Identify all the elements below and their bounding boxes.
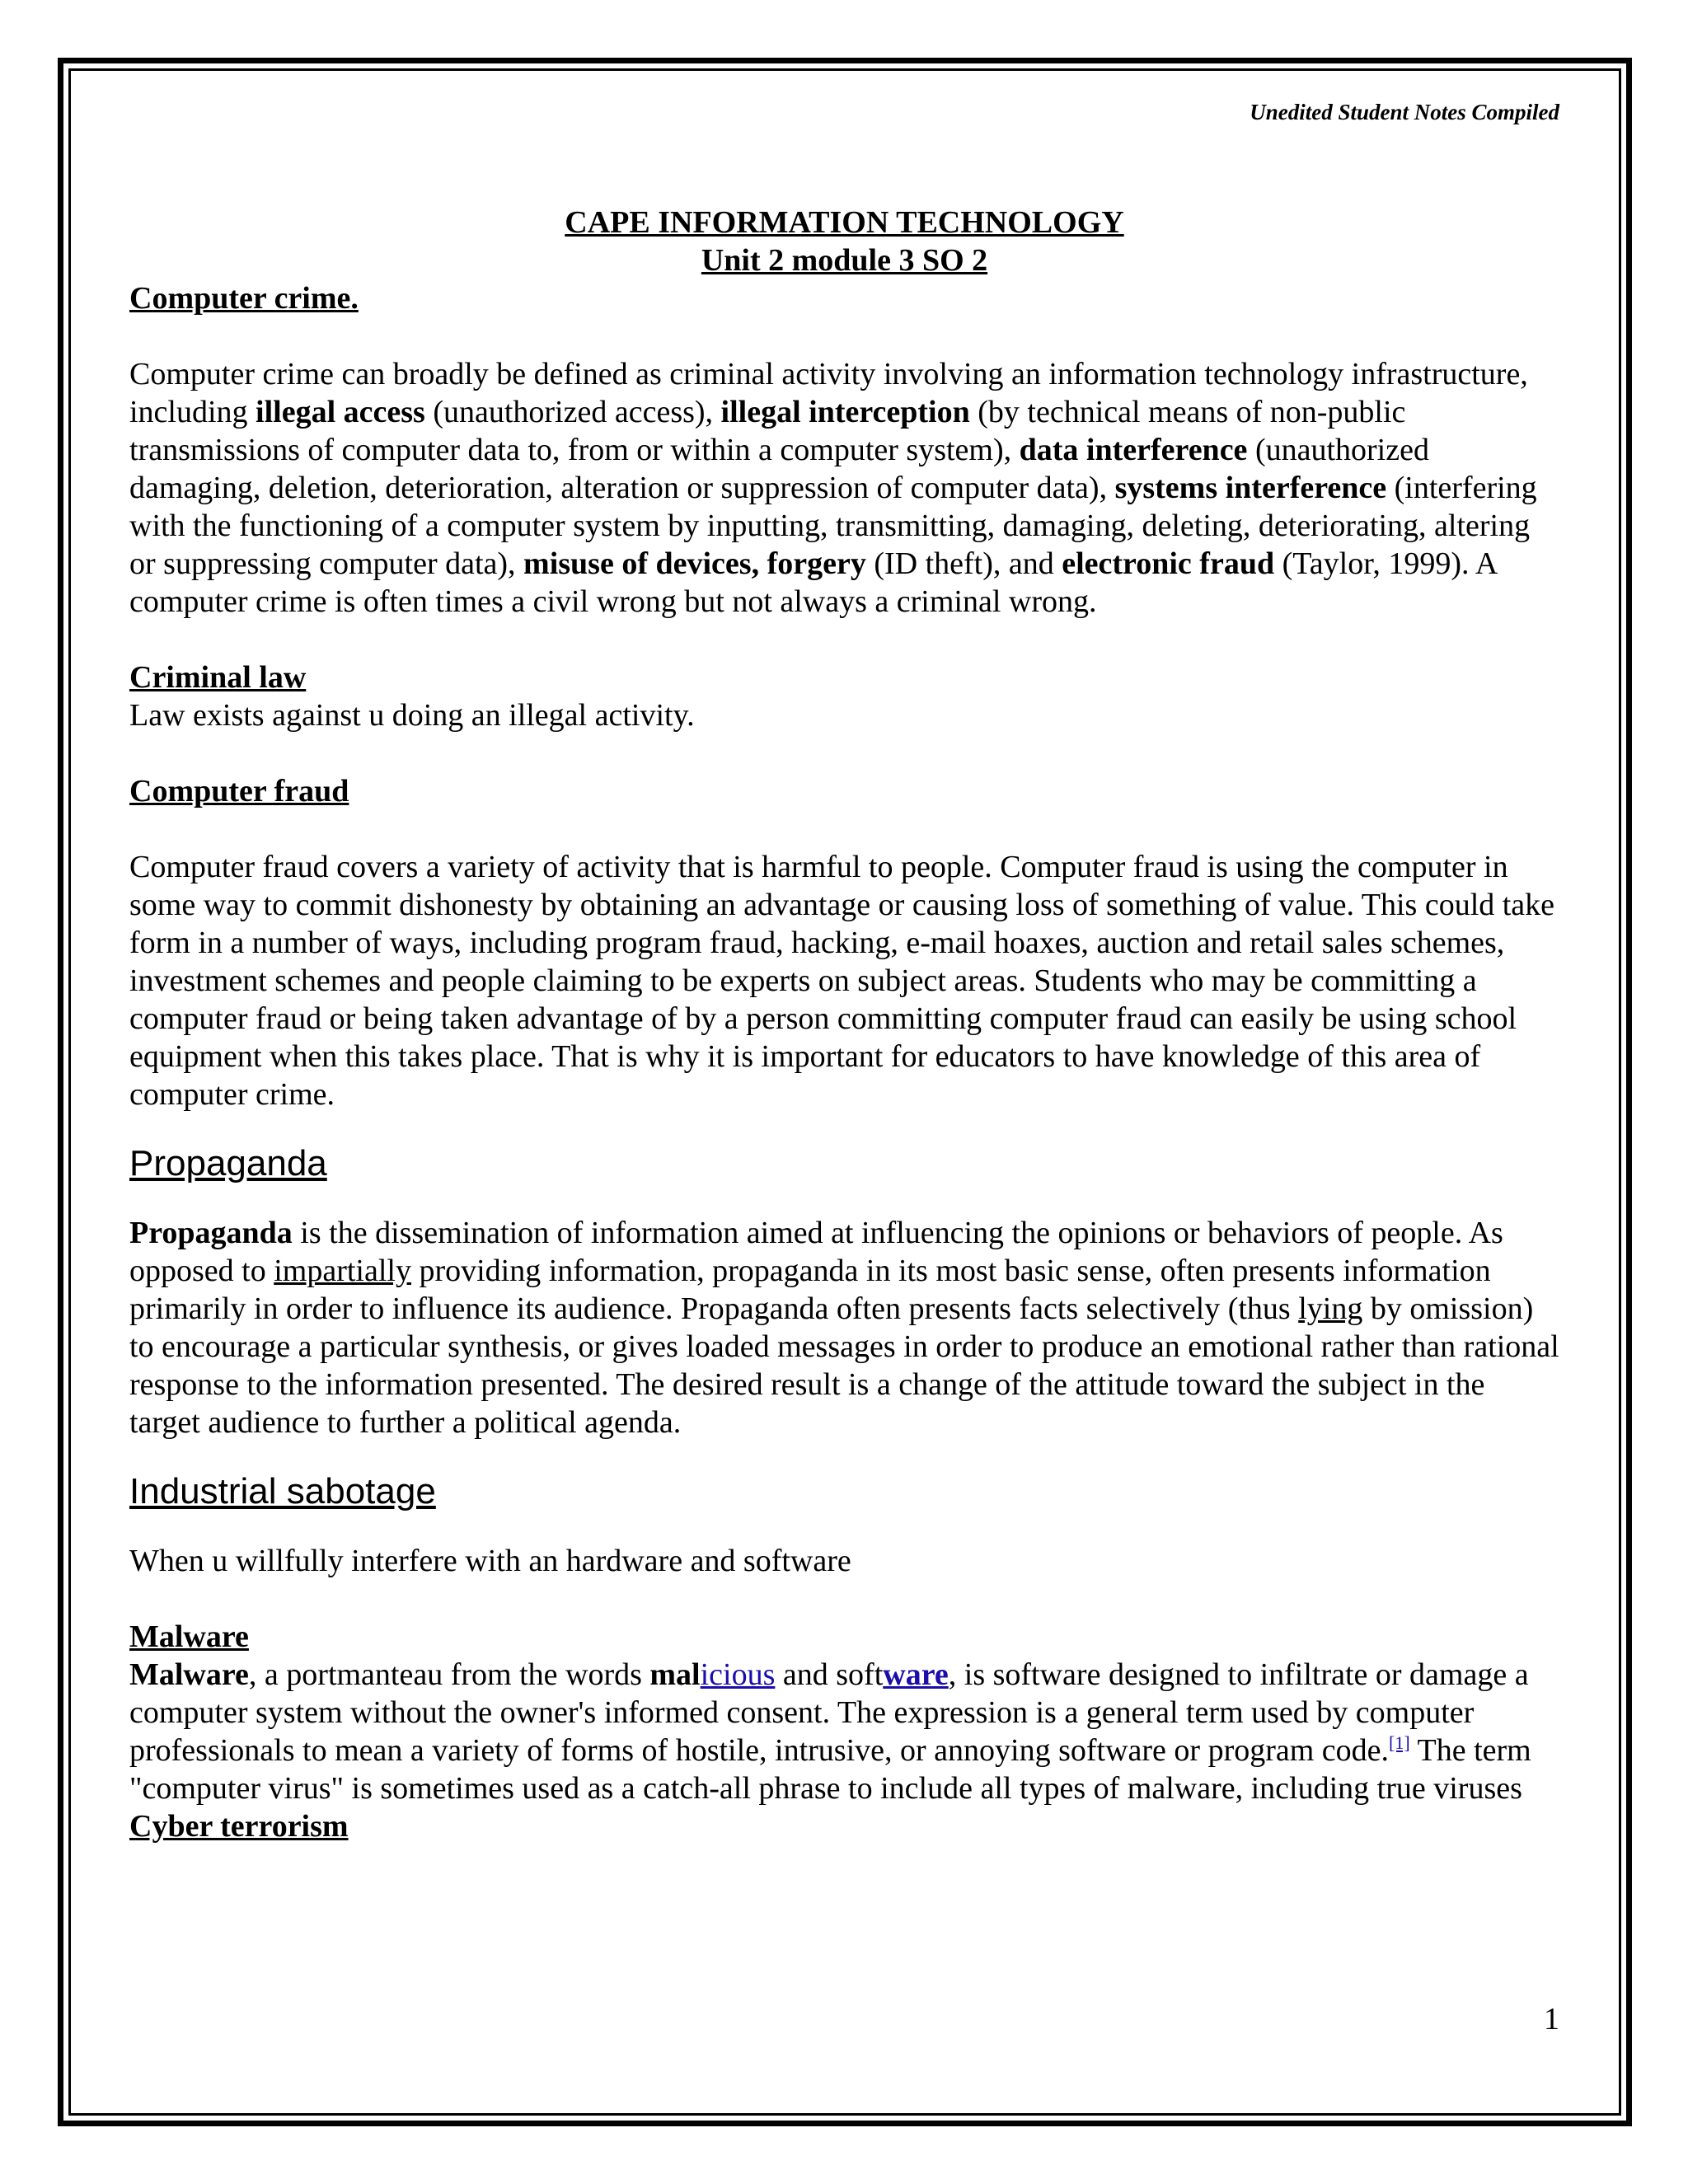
- term-electronic-fraud: electronic fraud: [1062, 546, 1275, 581]
- paragraph-computer-crime: Computer crime can broadly be defined as criminal activity involving an information technology infrastructure, including illegal access (unauthorized access), illegal interception (by technical means of non-public transmissions of computer data to, from or within a computer system), data interference (unauthorized damaging, deletion, deterioration, alteration or suppression of computer data), systems interference (interfering with the functioning of a computer system by inputting, transmitting, damaging, deleting, deteriorating, altering or suppressing computer data), misuse of devices, forgery (ID theft), and electronic fraud (Taylor, 1999). A computer crime is often times a civil wrong but not always a criminal wrong.: [129, 357, 1537, 619]
- section-heading-cyber-terrorism: Cyber terrorism: [129, 1809, 349, 1844]
- paragraph-industrial-sabotage: When u willfully interfere with an hardware and software: [129, 1544, 851, 1578]
- section-heading-malware: Malware: [129, 1619, 249, 1654]
- term-misuse-of-devices: misuse of devices, forgery: [523, 546, 866, 581]
- paragraph-malware: Malware, a portmanteau from the words malicious and software, is software designed to infiltrate or damage a computer system without the owner's informed consent. The expression is a general term used by computer professionals to mean a variety of forms of hostile, intrusive, or annoying software or program code.[1] The term "computer virus" is sometimes used as a catch-all phrase to include all types of malware, including true viruses: [129, 1657, 1531, 1806]
- section-heading-computer-crime: Computer crime.: [129, 281, 359, 316]
- paragraph-criminal-law: Law exists against u doing an illegal activity.: [129, 698, 695, 733]
- document-title: [129, 204, 1559, 279]
- section-heading-propaganda: Propaganda: [129, 1143, 327, 1183]
- link-malicious[interactable]: icious: [700, 1657, 776, 1692]
- section-heading-criminal-law: Criminal law: [129, 660, 307, 695]
- document-body: [129, 279, 1559, 1845]
- reference-link[interactable]: [1]: [1389, 1732, 1410, 1753]
- paragraph-propaganda: Propaganda is the dissemination of information aimed at influencing the opinions or behaviors of people. As opposed to impartially providing information, propaganda in its most basic sense, often presents information primarily in order to influence its audience. Propaganda often presents facts selectively (thus lying by omission) to encourage a particular synthesis, or gives loaded messages in order to produce an emotional rather than rational response to the information presented. The desired result is a change of the attitude toward the subject in the target audience to further a political agenda.: [129, 1216, 1559, 1440]
- term-illegal-access: illegal access: [256, 395, 425, 429]
- term-systems-interference: systems interference: [1114, 471, 1387, 505]
- paragraph-computer-fraud: Computer fraud covers a variety of activity that is harmful to people. Computer fraud is using the computer in some way to commit dishonesty by obtaining an advantage or causing loss of something of value. This could take form in a number of ways, including program fraud, hacking, e-mail hoaxes, auction and retail sales schemes, investment schemes and people claiming to be experts on subject areas. Students who may be committing a computer fraud or being taken advantage of by a person committing computer fraud can easily be using school equipment when this takes place. That is why it is important for educators to have knowledge of this area of computer crime.: [129, 850, 1555, 1112]
- term-malware: Malware: [129, 1657, 249, 1692]
- term-lying: lying: [1298, 1291, 1363, 1326]
- section-heading-computer-fraud: Computer fraud: [129, 774, 349, 808]
- section-heading-industrial-sabotage: Industrial sabotage: [129, 1471, 436, 1511]
- term-propaganda: Propaganda: [129, 1216, 293, 1250]
- title-line-1: CAPE INFORMATION TECHNOLOGY: [565, 205, 1124, 240]
- link-software[interactable]: ware: [883, 1657, 949, 1692]
- header-note: Unedited Student Notes Compiled: [1250, 100, 1559, 124]
- term-illegal-interception: illegal interception: [720, 395, 970, 429]
- term-data-interference: data interference: [1019, 433, 1248, 467]
- page-number: 1: [1544, 2002, 1559, 2036]
- title-line-2: Unit 2 module 3 SO 2: [701, 243, 988, 278]
- term-impartially: impartially: [274, 1254, 411, 1288]
